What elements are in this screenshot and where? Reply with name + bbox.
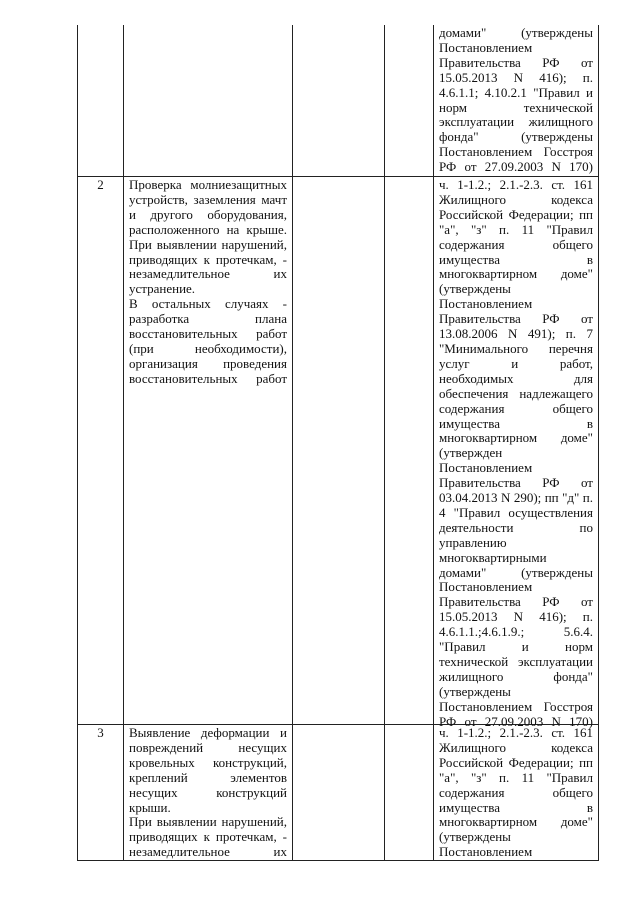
description-line: организация проведения [129, 355, 287, 371]
legal-basis-line: Правительства РФ от [439, 311, 593, 327]
description-line: Проверка молниезащитных [129, 177, 287, 192]
legal-basis-line: 15.05.2013 N 416); п. [439, 609, 593, 625]
legal-basis-line: (утверждены [439, 683, 511, 699]
legal-basis-line: ч. 1-1.2.; 2.1.-2.3. ст. 161 [439, 725, 593, 740]
legal-basis-line: ч. 1-1.2.; 2.1.-2.3. ст. 161 [439, 177, 593, 192]
legal-basis-line: Постановлением [439, 39, 533, 55]
legal-basis-line: норм технической [439, 99, 593, 115]
legal-basis-line: обеспечения надлежащего [439, 385, 593, 401]
legal-basis-line: (утверждены [439, 829, 511, 845]
legal-basis-line: многоквартирном доме" [439, 814, 593, 830]
legal-basis-line: 15.05.2013 N 416); п. [439, 69, 593, 85]
legal-basis-line: многоквартирном доме" [439, 430, 593, 446]
description-line: (при необходимости), [129, 340, 287, 356]
table-column-divider [384, 25, 385, 861]
legal-basis-line: "Правил и норм [439, 639, 593, 655]
legal-basis-line: Российской Федерации; пп [439, 206, 593, 222]
legal-basis-line: фонда" (утверждены [439, 129, 593, 145]
table-column-divider [123, 25, 124, 861]
legal-basis-line: необходимых для [439, 370, 593, 386]
legal-basis-line: многоквартирными [439, 549, 547, 565]
legal-basis-line: Постановлением Госстроя [439, 144, 593, 160]
legal-basis-line: домами" (утверждены [439, 564, 593, 580]
description-line: Выявление деформации и [129, 725, 287, 740]
legal-basis-line: услуг и работ, [439, 355, 593, 371]
legal-basis-line: Постановлением [439, 579, 533, 595]
legal-basis-line: "а", "з" п. 11 "Правил [439, 769, 593, 785]
description-line: креплений элементов [129, 769, 287, 785]
legal-basis-line: Постановлением [439, 844, 533, 860]
legal-basis-line: Российской Федерации; пп [439, 754, 593, 770]
description-line: При выявлении нарушений, [129, 814, 287, 830]
legal-basis-line: домами" (утверждены [439, 25, 593, 40]
legal-basis-line: технической эксплуатации [439, 654, 593, 669]
legal-basis-line: Постановлением Госстроя [439, 698, 593, 714]
description-line: незамедлительное их [129, 844, 287, 860]
legal-basis-line: содержания общего [439, 400, 593, 416]
legal-basis-line: РФ от 27.09.2003 N 170) [439, 713, 593, 729]
legal-basis-line: Правительства РФ от [439, 54, 593, 70]
legal-basis-line: Правительства РФ от [439, 475, 593, 491]
legal-basis-line: 4 "Правил осуществления [439, 504, 593, 520]
legal-basis-line: жилищного фонда" [439, 668, 593, 684]
legal-basis-line: деятельности по [439, 519, 593, 535]
table-column-divider [292, 25, 293, 861]
description-line: В остальных случаях - [129, 296, 287, 312]
legal-basis-line: (утвержден [439, 445, 503, 461]
description-line: устройств, заземления мачт [129, 191, 287, 207]
legal-basis-line: имущества в [439, 799, 593, 815]
description-line: крыши. [129, 799, 171, 815]
legal-basis-line: 4.6.1.1; 4.10.2.1 "Правил и [439, 84, 593, 100]
legal-basis-line: "Минимального перечня [439, 340, 593, 356]
description-line: восстановительных работ [129, 370, 287, 386]
legal-basis-line: 4.6.1.1.;4.6.1.9.; 5.6.4. [439, 624, 593, 640]
description-line: повреждений несущих [129, 739, 287, 755]
legal-basis-line: 13.08.2006 N 491); п. 7 [439, 326, 593, 342]
description-line: приводящих к протечкам, - [129, 251, 287, 267]
legal-basis-line: эксплуатации жилищного [439, 114, 593, 130]
legal-basis-line: имущества в [439, 415, 593, 431]
legal-basis-line: управлению [439, 534, 507, 550]
work-description-cell [129, 726, 287, 860]
description-line: незамедлительное их [129, 266, 287, 282]
description-line: приводящих к протечкам, - [129, 829, 287, 845]
description-line: устранение. [129, 281, 196, 297]
legal-basis-cell [439, 178, 593, 730]
legal-basis-line: многоквартирном доме" [439, 266, 593, 282]
description-line: несущих конструкций [129, 784, 287, 800]
description-line: кровельных конструкций, [129, 754, 287, 770]
legal-basis-line: имущества в [439, 251, 593, 267]
row-number: 2 [97, 177, 104, 192]
legal-basis-line: (утверждены [439, 281, 511, 297]
description-line: и другого оборудования, [129, 206, 287, 222]
work-description-cell [129, 178, 287, 387]
legal-basis-line: Жилищного кодекса [439, 191, 593, 207]
legal-basis-line: РФ от 27.09.2003 N 170) [439, 159, 593, 175]
description-line: восстановительных работ [129, 326, 287, 342]
legal-basis-line: Правительства РФ от [439, 594, 593, 610]
legal-basis-line: Жилищного кодекса [439, 739, 593, 755]
table-row [439, 26, 593, 175]
legal-basis-cell [439, 26, 593, 175]
description-line: разработка плана [129, 311, 287, 327]
legal-basis-line: 03.04.2013 N 290); пп "д" п. [439, 490, 593, 506]
legal-basis-line: содержания общего [439, 784, 593, 800]
description-line: расположенного на крыше. [129, 221, 287, 237]
legal-basis-line: содержания общего [439, 236, 593, 252]
legal-basis-cell [439, 726, 593, 860]
table-column-divider [433, 25, 434, 861]
table-border-right [598, 25, 599, 861]
row-number: 3 [97, 725, 104, 740]
legal-basis-line: "а", "з" п. 11 "Правил [439, 221, 593, 237]
legal-basis-line: Постановлением [439, 296, 533, 312]
legal-basis-line: Постановлением [439, 460, 533, 476]
description-line: При выявлении нарушений, [129, 236, 287, 252]
